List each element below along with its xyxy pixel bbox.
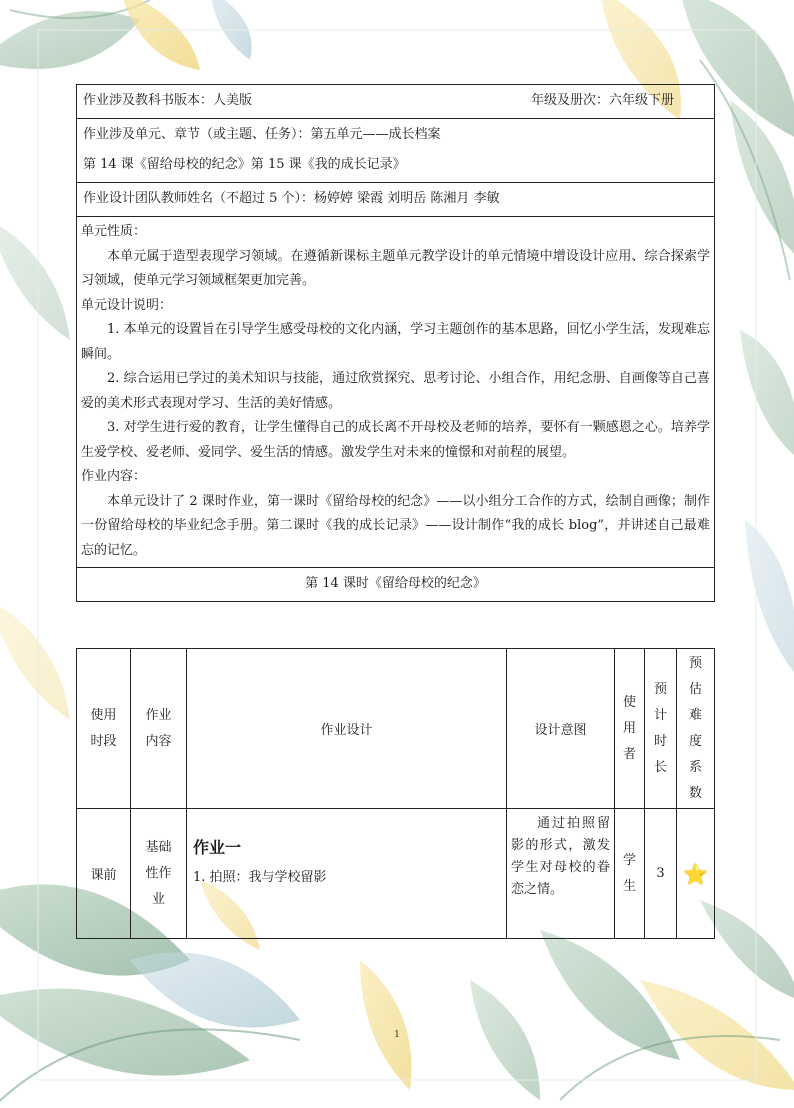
unit-line-2: 第 14 课《留给母校的纪念》第 15 课《我的成长记录》 (83, 157, 406, 172)
nature-title: 单元性质： (81, 224, 147, 239)
info-table (76, 84, 715, 602)
content-title: 作业内容： (81, 469, 147, 484)
nature-text: 本单元属于造型表现学习领域。在遵循新课标主题单元教学设计的单元情境中增设设计应用、综合探索学习领域，使单元学习领域框架更加完善。 (81, 248, 710, 288)
header-time: 使用 时段 (77, 649, 131, 809)
textbook-row (77, 85, 715, 119)
homework-item: 1. 拍照：我与学校留影 (193, 870, 327, 885)
design-title: 单元设计说明： (81, 297, 173, 313)
table-header-row (77, 649, 715, 809)
unit-row (77, 119, 715, 183)
header-difficulty: 预 估 难 度 系 数 (677, 649, 715, 809)
table-row (77, 809, 715, 939)
content-text: 本单元设计了 2 课时作业，第一课时《留给母校的纪念》——以小组分工合作的方式，绘制自画像；制作一份留给母校的毕业纪念手册。第二课时《我的成长记录》——设计制作“我的成长 blog”，并讲述自己最难忘的记忆。 (81, 493, 710, 558)
header-content: 作业 内容 (131, 649, 187, 809)
homework-title: 作业一 (193, 838, 242, 857)
header-duration: 预 计 时 长 (645, 649, 677, 809)
star-icon: ⭐ (683, 861, 708, 886)
header-design: 作业设计 (187, 649, 507, 809)
overview-row (77, 217, 715, 568)
unit-line-1: 作业涉及单元、章节（或主题、任务）：第五单元——成长档案 (83, 127, 441, 142)
row-difficulty (677, 809, 715, 939)
row-user: 学 生 (615, 809, 645, 939)
row-intent: 通过拍照留影的形式，激发学生对母校的眷恋之情。 (507, 809, 615, 939)
team-line: 作业设计团队教师姓名（不超过 5 个）：杨婷婷 梁霞 刘明岳 陈湘月 李敏 (83, 191, 500, 206)
textbook-info: 作业涉及教科书版本：人美版 (83, 93, 253, 108)
row-content: 基础 性作 业 (131, 809, 187, 939)
page-number: 1 (394, 1030, 400, 1040)
homework-table (76, 648, 715, 939)
team-row (77, 183, 715, 217)
lesson-title: 第 14 课时《留给母校的纪念》 (77, 568, 715, 602)
row-design (187, 809, 507, 939)
design-point-3: 3. 对学生进行爱的教育，让学生懂得自己的成长离不开母校及老师的培养，要怀有一颗感恩之心。培养学生爱学校、爱老师、爱同学、爱生活的情感。激发学生对未来的憧憬和对前程的展望。 (81, 420, 710, 460)
grade-info: 年级及册次：六年级下册 (530, 93, 674, 108)
header-user: 使 用 者 (615, 649, 645, 809)
lesson-title-row (77, 568, 715, 602)
design-point-2: 2. 综合运用已学过的美术知识与技能，通过欣赏探究、思考讨论、小组合作，用纪念册、自画像等自己喜爱的美术形式表现对学习、生活的美好情感。 (81, 371, 710, 411)
row-duration: 3 (645, 809, 677, 939)
header-intent: 设计意图 (507, 649, 615, 809)
design-point-1: 1. 本单元的设置旨在引导学生感受母校的文化内涵，学习主题创作的基本思路，回忆小学生活，发现难忘瞬间。 (81, 322, 710, 362)
row-time: 课前 (77, 809, 131, 939)
